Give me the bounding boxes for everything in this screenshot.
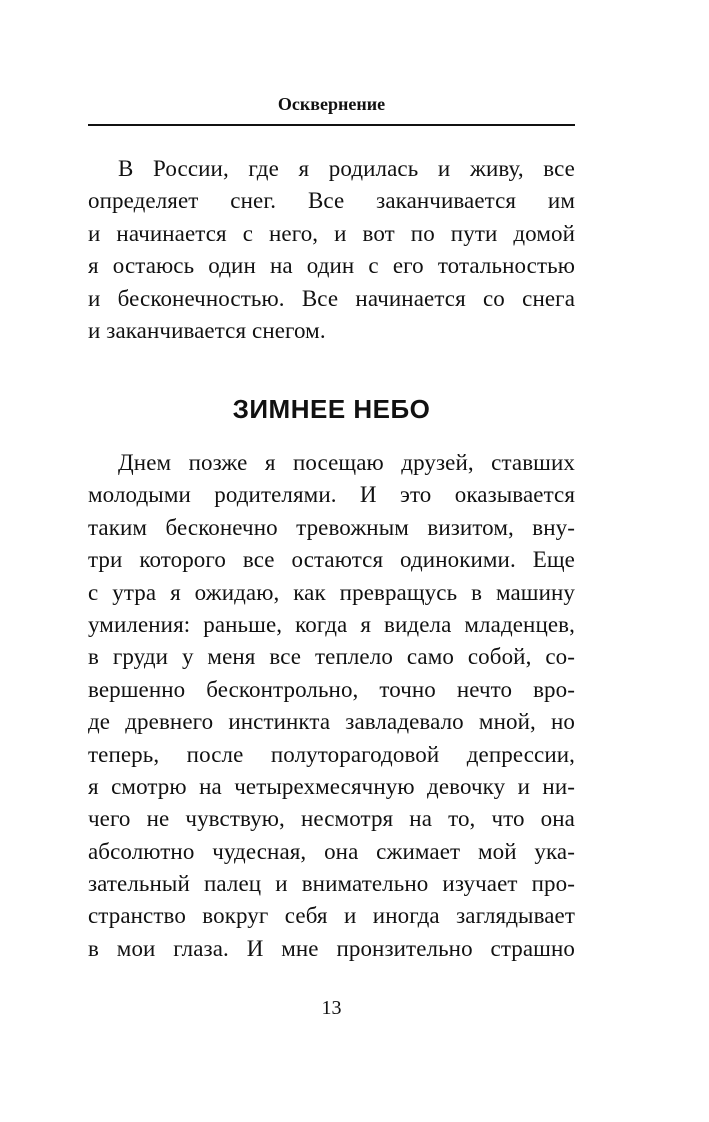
- text-line: и заканчивается снегом.: [88, 317, 326, 343]
- running-head-title: Осквернение: [277, 94, 386, 114]
- text-line: с утра я ожидаю, как превращусь в машину: [88, 579, 575, 605]
- text-line: умиления: раньше, когда я видела младенцев,: [88, 611, 575, 637]
- text-line: я остаюсь один на один с его тотальностью: [88, 253, 575, 279]
- text-line: странство вокруг себя и иногда заглядывает: [88, 903, 575, 929]
- paragraph-body: [88, 447, 575, 965]
- text-line: таким бесконечно тревожным визитом, вну-: [88, 514, 575, 540]
- text-line: вершенно бесконтрольно, точно нечто вро-: [88, 676, 575, 702]
- text-line: и начинается с него, и вот по пути домой: [88, 220, 575, 246]
- text-line: в мои глаза. И мне пронзительно страшно: [88, 935, 575, 961]
- page-number: 13: [321, 997, 342, 1019]
- text-line: в груди у меня все теплело само собой, со-: [88, 644, 575, 670]
- text-line: теперь, после полуторагодовой депрессии,: [88, 741, 575, 767]
- paragraph-intro: [88, 153, 575, 347]
- text-line: молодыми родителями. И это оказывается: [88, 482, 575, 508]
- text-line: я смотрю на четырехмесячную девочку и ни-: [88, 773, 575, 799]
- text-line: и бесконечностью. Все начинается со снега: [88, 285, 575, 311]
- text-line: три которого все остаются одинокими. Еще: [88, 547, 575, 573]
- section-heading: ЗИМНЕЕ НЕБО: [232, 394, 431, 424]
- header-rule: [88, 124, 575, 126]
- text-line: определяет снег. Все заканчивается им: [88, 188, 575, 214]
- text-line: В России, где я родилась и живу, все: [118, 156, 575, 181]
- text-line: Днем позже я посещаю друзей, ставших: [118, 450, 575, 475]
- text-line: чего не чувствую, несмотря на то, что она: [88, 806, 575, 832]
- text-line: де древнего инстинкта завладевало мной, но: [88, 709, 575, 735]
- text-line: зательный палец и внимательно изучает про-: [88, 871, 575, 897]
- text-line: абсолютно чудесная, она сжимает мой ука-: [88, 838, 575, 864]
